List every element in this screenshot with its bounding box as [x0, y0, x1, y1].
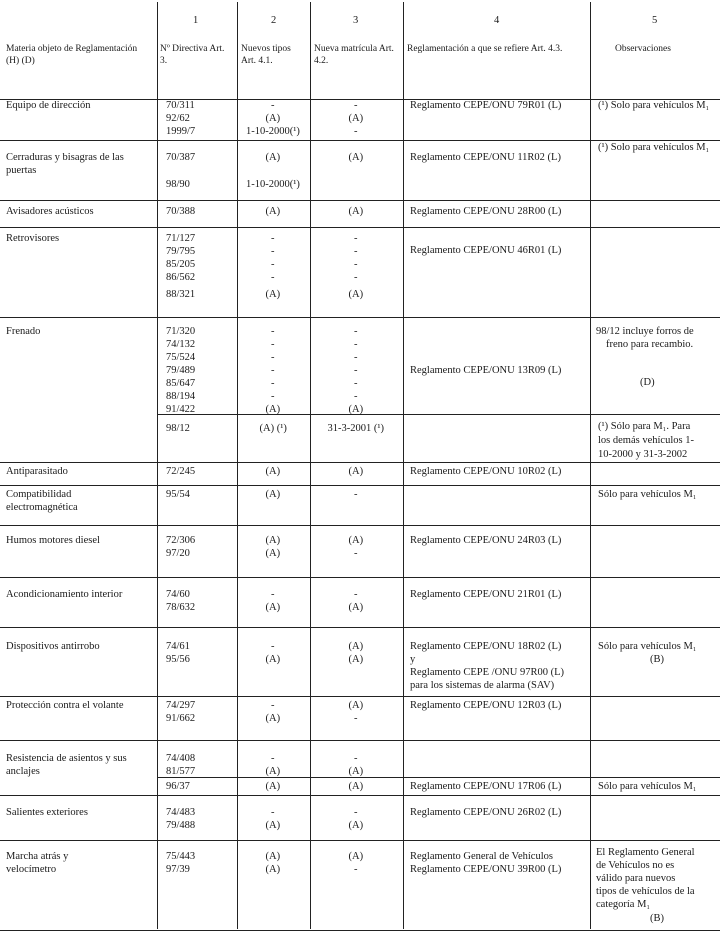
reglamentacion-text: para los sistemas de alarma (SAV): [410, 680, 555, 691]
observacion-text: los demás vehículos 1-: [598, 435, 694, 446]
materia-text: Resistencia de asientos y sus: [6, 753, 127, 764]
nuevos-tipos-value: (A): [265, 602, 281, 613]
row-divider: [0, 930, 720, 931]
nuevos-tipos-value: -: [271, 641, 275, 652]
reglamentacion-text: Reglamento CEPE/ONU 17R06 (L): [410, 781, 562, 792]
nuevos-tipos-value: -: [271, 259, 275, 270]
nueva-matricula-value: -: [354, 489, 358, 500]
nuevos-tipos-value: -: [271, 233, 275, 244]
observacion-text: de Vehículos no es: [596, 860, 675, 871]
nueva-matricula-value: (A): [348, 152, 364, 163]
nueva-matricula-value: -: [354, 378, 358, 389]
row-divider: [157, 414, 720, 415]
directiva-number: 88/321: [166, 289, 196, 300]
row-divider: [0, 462, 720, 463]
materia-text: Antiparasitado: [6, 466, 68, 477]
directiva-number: 95/54: [166, 489, 190, 500]
nueva-matricula-value: (A): [348, 206, 364, 217]
observacion-text: 10-2000 y 31-3-2002: [598, 449, 688, 460]
directiva-number: 74/297: [166, 700, 196, 711]
observacion-text: (¹) Solo para vehículos M₁: [598, 142, 710, 153]
materia-text: Humos motores diesel: [6, 535, 100, 546]
materia-text: anclajes: [6, 766, 40, 777]
header-reglamentacion: Reglamentación a que se refiere Art. 4.3.: [407, 44, 563, 54]
reglamentacion-text: Reglamento CEPE/ONU 24R03 (L): [410, 535, 562, 546]
materia-text: Acondicionamiento interior: [6, 589, 123, 600]
nuevos-tipos-value: (A) (¹): [259, 423, 287, 434]
directiva-number: 70/387: [166, 152, 196, 163]
nueva-matricula-value: -: [354, 864, 358, 875]
row-divider: [0, 795, 720, 796]
directiva-number: 81/577: [166, 766, 196, 777]
nuevos-tipos-value: (A): [265, 152, 281, 163]
directiva-number: 74/483: [166, 807, 196, 818]
observacion-text: El Reglamento General: [596, 847, 695, 858]
materia-text: puertas: [6, 165, 37, 176]
nueva-matricula-value: -: [354, 753, 358, 764]
nueva-matricula-value: (A): [348, 404, 364, 415]
nuevos-tipos-value: -: [271, 100, 275, 111]
nuevos-tipos-value: -: [271, 272, 275, 283]
nueva-matricula-value: -: [354, 365, 358, 376]
nueva-matricula-value: -: [354, 246, 358, 257]
directiva-number: 79/488: [166, 820, 196, 831]
materia-text: Compatibilidad: [6, 489, 72, 500]
reglamentacion-text: Reglamento CEPE/ONU 79R01 (L): [410, 100, 562, 111]
nuevos-tipos-value: (A): [265, 535, 281, 546]
nueva-matricula-value: (A): [348, 851, 364, 862]
materia-text: Frenado: [6, 326, 41, 337]
directiva-number: 95/56: [166, 654, 190, 665]
nueva-matricula-value: -: [354, 259, 358, 270]
reglamentacion-text: Reglamento CEPE/ONU 10R02 (L): [410, 466, 562, 477]
nuevos-tipos-value: -: [271, 365, 275, 376]
nuevos-tipos-value: 1-10-2000(¹): [246, 179, 300, 190]
directiva-number: 72/306: [166, 535, 196, 546]
row-divider: [0, 627, 720, 628]
nuevos-tipos-value: -: [271, 326, 275, 337]
column-divider: [403, 2, 404, 929]
row-divider: [0, 140, 720, 141]
reglamentacion-text: Reglamento CEPE/ONU 46R01 (L): [410, 245, 562, 256]
observacion-text: freno para recambio.: [606, 339, 694, 350]
nueva-matricula-value: (A): [348, 289, 364, 300]
column-divider: [237, 2, 238, 929]
row-divider: [0, 577, 720, 578]
directiva-number: 70/311: [166, 100, 195, 111]
nuevos-tipos-value: -: [271, 352, 275, 363]
reglamentacion-text: y: [410, 654, 416, 665]
column-number: 4: [494, 15, 500, 26]
directiva-number: 85/205: [166, 259, 196, 270]
materia-text: velocímetro: [6, 864, 57, 875]
directiva-number: 74/61: [166, 641, 190, 652]
directiva-number: 74/60: [166, 589, 190, 600]
directiva-number: 96/37: [166, 781, 190, 792]
directiva-number: 79/489: [166, 365, 196, 376]
directiva-number: 92/62: [166, 113, 190, 124]
row-divider: [0, 200, 720, 201]
nueva-matricula-value: -: [354, 352, 358, 363]
reglamentacion-text: Reglamento CEPE/ONU 13R09 (L): [410, 365, 562, 376]
nuevos-tipos-value: (A): [265, 654, 281, 665]
nuevos-tipos-value: -: [271, 807, 275, 818]
directiva-number: 75/443: [166, 851, 196, 862]
directiva-number: 72/245: [166, 466, 196, 477]
nueva-matricula-value: -: [354, 100, 358, 111]
column-number: 1: [193, 15, 199, 26]
nuevos-tipos-value: -: [271, 589, 275, 600]
nuevos-tipos-value: -: [271, 753, 275, 764]
nueva-matricula-value: (A): [348, 602, 364, 613]
observacion-text: Sólo para vehículos M₁: [598, 489, 697, 500]
materia-text: Salientes exteriores: [6, 807, 88, 818]
nueva-matricula-value: (A): [348, 466, 364, 477]
row-divider: [0, 485, 720, 486]
directiva-number: 91/422: [166, 404, 196, 415]
nueva-matricula-value: (A): [348, 113, 364, 124]
materia-text: Protección contra el volante: [6, 700, 124, 711]
nueva-matricula-value: -: [354, 126, 358, 137]
nuevos-tipos-value: (A): [265, 206, 281, 217]
row-divider: [157, 777, 720, 778]
directiva-number: 74/408: [166, 753, 196, 764]
nuevos-tipos-value: (A): [265, 766, 281, 777]
nuevos-tipos-value: (A): [265, 820, 281, 831]
header-directiva: Nº Directiva Art. 3.: [160, 44, 225, 66]
column-divider: [310, 2, 311, 929]
directiva-number: 97/39: [166, 864, 190, 875]
nueva-matricula-value: -: [354, 807, 358, 818]
nueva-matricula-value: -: [354, 272, 358, 283]
reglamentacion-text: Reglamento CEPE/ONU 11R02 (L): [410, 152, 561, 163]
observacion-text: (¹) Sólo para M₁. Para: [598, 421, 691, 432]
column-divider: [590, 2, 591, 929]
nuevos-tipos-value: -: [271, 391, 275, 402]
nueva-matricula-value: -: [354, 233, 358, 244]
nueva-matricula-value: (A): [348, 641, 364, 652]
column-divider: [157, 2, 158, 929]
materia-text: Cerraduras y bisagras de las: [6, 152, 124, 163]
directiva-number: 71/127: [166, 233, 196, 244]
observacion-text: (B): [650, 913, 664, 924]
directiva-number: 79/795: [166, 246, 196, 257]
nuevos-tipos-value: (A): [265, 404, 281, 415]
observacion-text: tipos de vehículos de la: [596, 886, 695, 897]
directiva-number: 85/647: [166, 378, 196, 389]
nuevos-tipos-value: -: [271, 246, 275, 257]
reglamentacion-text: Reglamento CEPE/ONU 26R02 (L): [410, 807, 562, 818]
header-materia: Materia objeto de Reglamentación (H) (D): [6, 44, 138, 66]
nuevos-tipos-value: (A): [265, 466, 281, 477]
materia-text: Retrovisores: [6, 233, 60, 244]
header-nueva-matricula: Nueva matrícula Art. 4.2.: [314, 44, 394, 66]
nueva-matricula-value: (A): [348, 535, 364, 546]
directiva-number: 88/194: [166, 391, 196, 402]
nuevos-tipos-value: 1-10-2000(¹): [246, 126, 300, 137]
nueva-matricula-value: -: [354, 589, 358, 600]
materia-text: Equipo de dirección: [6, 100, 91, 111]
nuevos-tipos-value: (A): [265, 851, 281, 862]
directiva-number: 75/524: [166, 352, 196, 363]
reglamentacion-text: Reglamento General de Vehículos: [410, 851, 553, 862]
nueva-matricula-value: -: [354, 391, 358, 402]
nueva-matricula-value: (A): [348, 700, 364, 711]
column-number: 5: [652, 15, 658, 26]
observacion-text: Sólo para vehículos M₁: [598, 781, 697, 792]
row-divider: [0, 840, 720, 841]
nuevos-tipos-value: (A): [265, 113, 281, 124]
observacion-text: Sólo para vehículos M₁: [598, 641, 697, 652]
directiva-number: 70/388: [166, 206, 196, 217]
nuevos-tipos-value: (A): [265, 713, 281, 724]
nuevos-tipos-value: (A): [265, 864, 281, 875]
nuevos-tipos-value: (A): [265, 289, 281, 300]
nueva-matricula-value: (A): [348, 820, 364, 831]
header-nuevos-tipos: Nuevos tipos Art. 4.1.: [241, 44, 291, 66]
column-number: 2: [271, 15, 277, 26]
observacion-text: 98/12 incluye forros de: [596, 326, 694, 337]
nueva-matricula-value: -: [354, 326, 358, 337]
column-number: 3: [353, 15, 359, 26]
directiva-number: 98/12: [166, 423, 190, 434]
row-divider: [0, 740, 720, 741]
observacion-text: (¹) Solo para vehículos M₁: [598, 100, 710, 111]
nuevos-tipos-value: (A): [265, 548, 281, 559]
nueva-matricula-value: -: [354, 339, 358, 350]
directiva-number: 71/320: [166, 326, 196, 337]
directiva-number: 78/632: [166, 602, 196, 613]
row-divider: [0, 227, 720, 228]
observacion-text: (B): [650, 654, 664, 665]
directiva-number: 97/20: [166, 548, 190, 559]
nuevos-tipos-value: -: [271, 378, 275, 389]
materia-text: Marcha atrás y: [6, 851, 69, 862]
nuevos-tipos-value: -: [271, 700, 275, 711]
observacion-text: válido para nuevos: [596, 873, 676, 884]
reglamentacion-text: Reglamento CEPE /ONU 97R00 (L): [410, 667, 564, 678]
reglamentacion-text: Reglamento CEPE/ONU 28R00 (L): [410, 206, 562, 217]
directiva-number: 74/132: [166, 339, 196, 350]
materia-text: Dispositivos antirrobo: [6, 641, 100, 652]
materia-text: Avisadores acústicos: [6, 206, 94, 217]
nueva-matricula-value: (A): [348, 766, 364, 777]
nuevos-tipos-value: (A): [265, 489, 281, 500]
directiva-number: 91/662: [166, 713, 196, 724]
nueva-matricula-value: 31-3-2001 (¹): [327, 423, 385, 434]
nueva-matricula-value: -: [354, 548, 358, 559]
observacion-text: categoría M₁: [596, 899, 651, 910]
header-observaciones: Observaciones: [615, 44, 671, 54]
nueva-matricula-value: (A): [348, 654, 364, 665]
nuevos-tipos-value: (A): [265, 781, 281, 792]
row-divider: [0, 525, 720, 526]
observacion-text: (D): [640, 377, 655, 388]
reglamentacion-text: Reglamento CEPE/ONU 12R03 (L): [410, 700, 562, 711]
directiva-number: 86/562: [166, 272, 196, 283]
nueva-matricula-value: (A): [348, 781, 364, 792]
directiva-number: 98/90: [166, 179, 190, 190]
row-divider: [0, 696, 720, 697]
reglamentacion-text: Reglamento CEPE/ONU 39R00 (L): [410, 864, 562, 875]
reglamentacion-text: Reglamento CEPE/ONU 18R02 (L): [410, 641, 562, 652]
directiva-number: 1999/7: [166, 126, 196, 137]
reglamentacion-text: Reglamento CEPE/ONU 21R01 (L): [410, 589, 562, 600]
row-divider: [0, 317, 720, 318]
materia-text: electromagnética: [6, 502, 78, 513]
nueva-matricula-value: -: [354, 713, 358, 724]
nuevos-tipos-value: -: [271, 339, 275, 350]
